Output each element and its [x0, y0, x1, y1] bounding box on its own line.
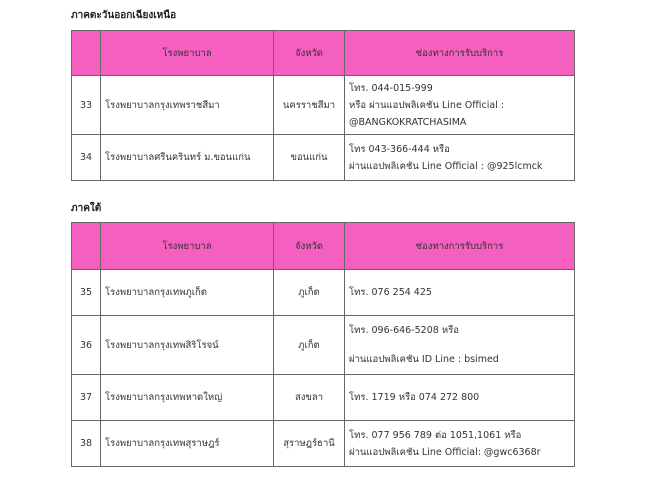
row-number: 36 — [72, 316, 101, 375]
table-row — [72, 316, 575, 375]
hospital-name: โรงพยาบาลกรุงเทพหาดใหญ่ — [101, 375, 274, 421]
section-title-northeast: ภาคตะวันออกเฉียงเหนือ — [71, 10, 177, 21]
channel-line: ผ่านแอปพลิเคชัน ID Line : bsimed — [349, 354, 499, 365]
province-name: ขอนแก่น — [274, 135, 345, 181]
channel-line: ผ่านแอปพลิเคชัน Line Official : @925lcmck — [349, 160, 543, 172]
row-number: 33 — [72, 76, 101, 135]
service-channel — [345, 135, 575, 181]
header-number — [72, 223, 101, 270]
table-row — [72, 421, 575, 467]
header-channel: ช่องทางการรับบริการ — [345, 223, 575, 270]
header-hospital: โรงพยาบาล — [101, 223, 274, 270]
channel-line: @BANGKOKRATCHASIMA — [349, 116, 467, 128]
service-channel — [345, 76, 575, 135]
channel-line: โทร. 077 956 789 ต่อ 1051,1061 หรือ — [349, 429, 522, 441]
hospital-table-south — [71, 222, 575, 467]
header-number — [72, 31, 101, 76]
table-row — [72, 76, 575, 135]
province-name: สงขลา — [274, 375, 345, 421]
table-row — [72, 270, 575, 316]
table-header-row — [72, 223, 575, 270]
channel-line: โทร. 076 254 425 — [349, 287, 432, 298]
header-province: จังหวัด — [274, 31, 345, 76]
hospital-name: โรงพยาบาลกรุงเทพสุราษฎร์ — [101, 421, 274, 467]
service-channel — [345, 421, 575, 467]
province-name: ภูเก็ต — [274, 316, 345, 375]
table-header-row — [72, 31, 575, 76]
section-title-south: ภาคใต้ — [71, 203, 102, 214]
table-row — [72, 375, 575, 421]
row-number: 34 — [72, 135, 101, 181]
province-name: สุราษฎร์ธานี — [274, 421, 345, 467]
channel-line: โทร. 1719 หรือ 074 272 800 — [349, 392, 480, 403]
channel-line: โทร 043-366-444 หรือ — [349, 143, 450, 155]
channel-line: โทร. 096-646-5208 หรือ — [349, 325, 459, 336]
row-number: 38 — [72, 421, 101, 467]
table-row — [72, 135, 575, 181]
province-name: ภูเก็ต — [274, 270, 345, 316]
hospital-name: โรงพยาบาลกรุงเทพราชสีมา — [101, 76, 274, 135]
hospital-name: โรงพยาบาลกรุงเทพสิริโรจน์ — [101, 316, 274, 375]
channel-line: โทร. 044-015-999 — [349, 82, 433, 94]
service-channel — [345, 270, 575, 316]
header-channel: ช่องทางการรับบริการ — [345, 31, 575, 76]
row-number: 35 — [72, 270, 101, 316]
service-channel — [345, 316, 575, 375]
channel-line: หรือ ผ่านแอปพลิเคชัน Line Official : — [349, 99, 505, 111]
province-name: นครราชสีมา — [274, 76, 345, 135]
channel-spacer — [349, 339, 570, 351]
hospital-name: โรงพยาบาลศรีนครินทร์ ม.ขอนแก่น — [101, 135, 274, 181]
channel-line: ผ่านแอปพลิเคชัน Line Official: @gwc6368r — [349, 446, 541, 458]
hospital-name: โรงพยาบาลกรุงเทพภูเก็ต — [101, 270, 274, 316]
service-channel — [345, 375, 575, 421]
header-province: จังหวัด — [274, 223, 345, 270]
hospital-table-northeast — [71, 30, 575, 181]
row-number: 37 — [72, 375, 101, 421]
header-hospital: โรงพยาบาล — [101, 31, 274, 76]
